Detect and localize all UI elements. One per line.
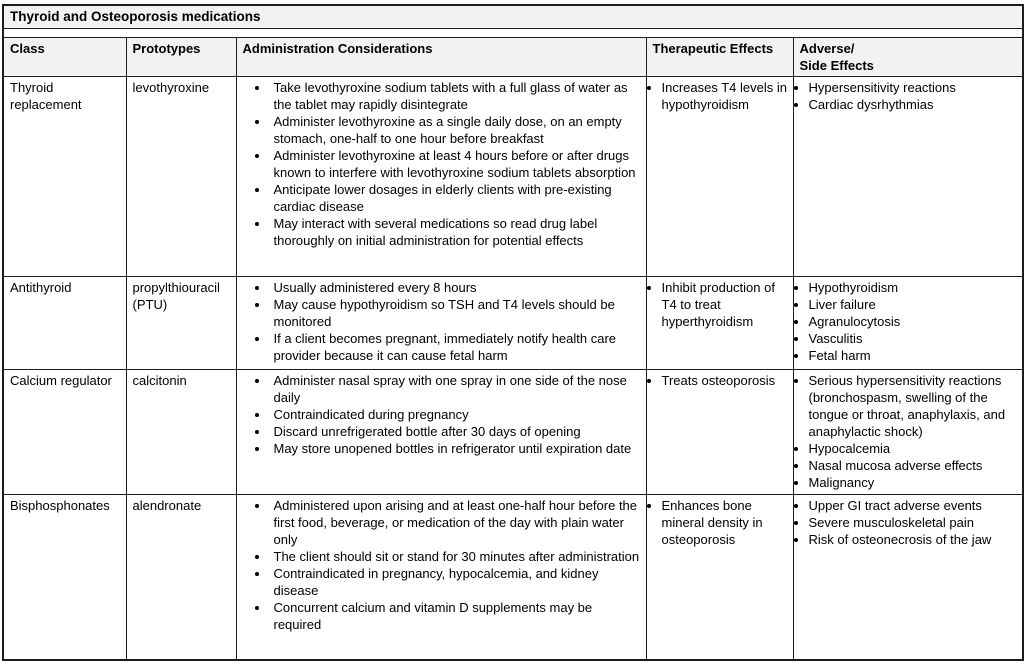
bullet-item: • Treats osteoporosis xyxy=(662,372,789,389)
bullet-item: • Hypersensitivity reactions xyxy=(809,79,1019,96)
table-row-calcium-regulator xyxy=(3,370,1023,495)
adverse-list xyxy=(794,497,1019,548)
bullet-item: • Administered upon arising and at least one-half hour before the first food, beverage, or medication of the day with plain water only xyxy=(270,497,642,548)
bullet-item: • Hypocalcemia xyxy=(809,440,1019,457)
column-header-adverse-line1: Adverse/ xyxy=(799,41,855,56)
therapeutic-list xyxy=(647,79,789,113)
column-header-prototypes: Prototypes xyxy=(126,38,236,77)
administration-cell xyxy=(236,495,646,661)
bullet-item: • Administer nasal spray with one spray in one side of the nose daily xyxy=(270,372,642,406)
spacer-cell xyxy=(3,29,1023,38)
adverse-cell xyxy=(793,370,1023,495)
therapeutic-cell xyxy=(646,495,793,661)
administration-list xyxy=(237,79,642,249)
adverse-list xyxy=(794,79,1019,113)
table-title: Thyroid and Osteoporosis medications xyxy=(3,5,1023,29)
bullet-item: • May cause hypothyroidism so TSH and T4 levels should be monitored xyxy=(270,296,642,330)
prototype-cell: calcitonin xyxy=(126,370,236,495)
class-cell: Antithyroid xyxy=(3,277,126,370)
bullet-item: • Fetal harm xyxy=(809,347,1019,364)
administration-list xyxy=(237,372,642,457)
prototype-cell: propylthiouracil (PTU) xyxy=(126,277,236,370)
bullet-item: • Risk of osteonecrosis of the jaw xyxy=(809,531,1019,548)
therapeutic-list xyxy=(647,279,789,330)
prototype-cell: alendronate xyxy=(126,495,236,661)
bullet-item: • Anticipate lower dosages in elderly clients with pre-existing cardiac disease xyxy=(270,181,642,215)
adverse-cell xyxy=(793,277,1023,370)
header-row xyxy=(3,38,1023,77)
column-header-therapeutic: Therapeutic Effects xyxy=(646,38,793,77)
bullet-item: • Vasculitis xyxy=(809,330,1019,347)
title-row xyxy=(3,5,1023,29)
administration-list xyxy=(237,279,642,364)
administration-cell xyxy=(236,277,646,370)
table-row-antithyroid xyxy=(3,277,1023,370)
column-header-class: Class xyxy=(3,38,126,77)
table-row-bisphosphonates xyxy=(3,495,1023,661)
bullet-item: • If a client becomes pregnant, immediately notify health care provider because it can cause fetal harm xyxy=(270,330,642,364)
bullet-item: • Enhances bone mineral density in osteoporosis xyxy=(662,497,789,548)
bullet-item: • Inhibit production of T4 to treat hyperthyroidism xyxy=(662,279,789,330)
column-header-administration: Administration Considerations xyxy=(236,38,646,77)
bullet-item: • Agranulocytosis xyxy=(809,313,1019,330)
administration-list xyxy=(237,497,642,633)
therapeutic-list xyxy=(647,497,789,548)
column-header-adverse-line2: Side Effects xyxy=(799,58,874,73)
bullet-item: • Increases T4 levels in hypothyroidism xyxy=(662,79,789,113)
class-cell: Thyroid replacement xyxy=(3,77,126,277)
bullet-item: • Malignancy xyxy=(809,474,1019,491)
bullet-item: • Hypothyroidism xyxy=(809,279,1019,296)
table-row-thyroid-replacement xyxy=(3,77,1023,277)
bullet-item: • Contraindicated during pregnancy xyxy=(270,406,642,423)
bullet-item: • May interact with several medications so read drug label thoroughly on initial administration for potential effects xyxy=(270,215,642,249)
bullet-item: • Usually administered every 8 hours xyxy=(270,279,642,296)
bullet-item: • Upper GI tract adverse events xyxy=(809,497,1019,514)
bullet-item: • Severe musculoskeletal pain xyxy=(809,514,1019,531)
adverse-list xyxy=(794,372,1019,491)
bullet-item: • May store unopened bottles in refrigerator until expiration date xyxy=(270,440,642,457)
medications-table xyxy=(2,4,1024,661)
adverse-cell xyxy=(793,77,1023,277)
therapeutic-list xyxy=(647,372,789,389)
spacer-row xyxy=(3,29,1023,38)
therapeutic-cell xyxy=(646,370,793,495)
bullet-item: • Take levothyroxine sodium tablets with a full glass of water as the tablet may rapidly disintegrate xyxy=(270,79,642,113)
administration-cell xyxy=(236,77,646,277)
class-cell: Calcium regulator xyxy=(3,370,126,495)
bullet-item: • Discard unrefrigerated bottle after 30 days of opening xyxy=(270,423,642,440)
therapeutic-cell xyxy=(646,277,793,370)
adverse-cell xyxy=(793,495,1023,661)
prototype-cell: levothyroxine xyxy=(126,77,236,277)
bullet-item: • Administer levothyroxine as a single daily dose, on an empty stomach, one-half to one hour before breakfast xyxy=(270,113,642,147)
therapeutic-cell xyxy=(646,77,793,277)
bullet-item: • The client should sit or stand for 30 minutes after administration xyxy=(270,548,642,565)
bullet-item: • Liver failure xyxy=(809,296,1019,313)
bullet-item: • Concurrent calcium and vitamin D supplements may be required xyxy=(270,599,642,633)
administration-cell xyxy=(236,370,646,495)
column-header-adverse xyxy=(793,38,1023,77)
bullet-item: • Contraindicated in pregnancy, hypocalcemia, and kidney disease xyxy=(270,565,642,599)
bullet-item: • Serious hypersensitivity reactions (bronchospasm, swelling of the tongue or throat, anaphylaxis, and anaphylactic shock) xyxy=(809,372,1019,440)
bullet-item: • Cardiac dysrhythmias xyxy=(809,96,1019,113)
bullet-item: • Administer levothyroxine at least 4 hours before or after drugs known to interfere with levothyroxine sodium tablets absorption xyxy=(270,147,642,181)
adverse-list xyxy=(794,279,1019,364)
class-cell: Bisphosphonates xyxy=(3,495,126,661)
bullet-item: • Nasal mucosa adverse effects xyxy=(809,457,1019,474)
